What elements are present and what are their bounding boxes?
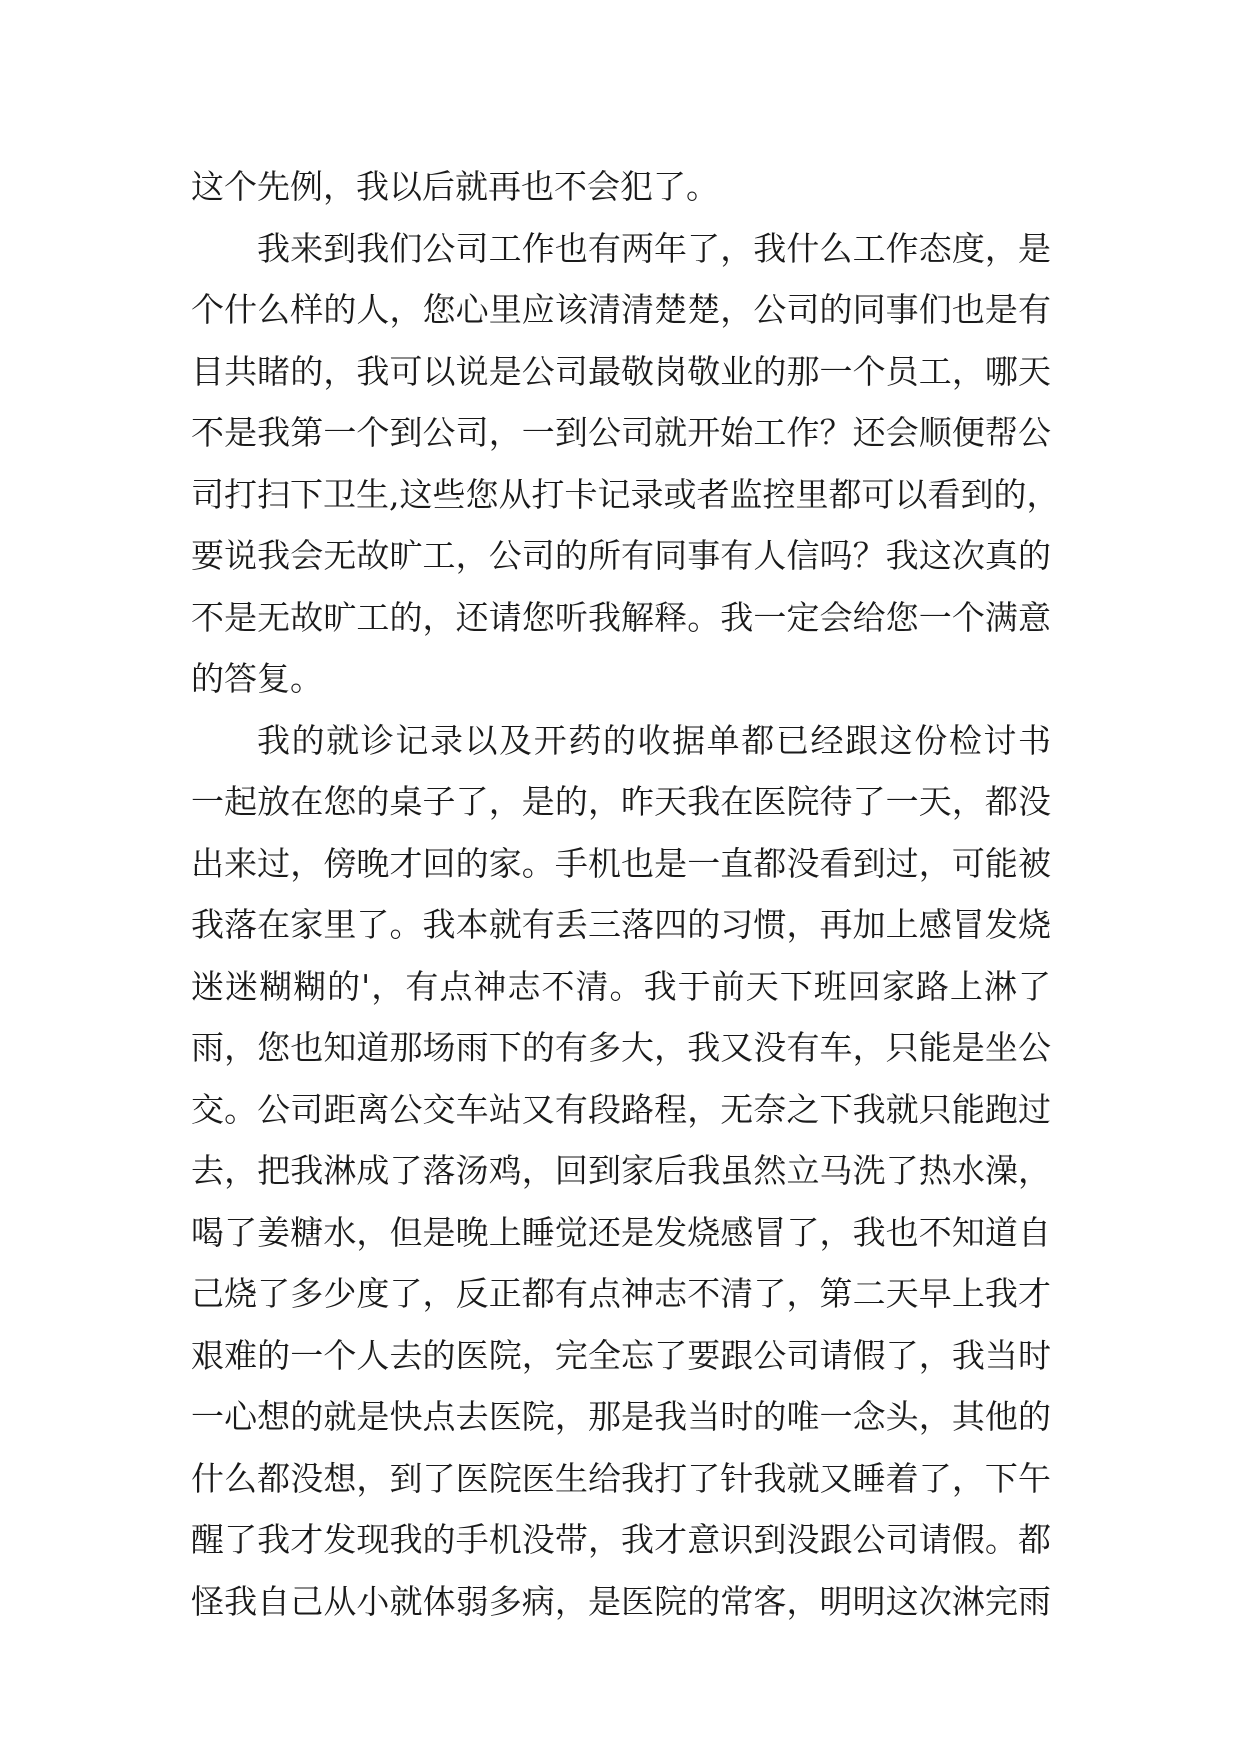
text-line: 什么都没想，到了医院医生给我打了针我就又睡着了，下午	[191, 1458, 1051, 1498]
text-line: 雨，您也知道那场雨下的有多大，我又没有车，只能是坐公	[191, 1028, 1051, 1067]
text-line: 怪我自己从小就体弱多病，是医院的常客，明明这次淋完雨	[191, 1581, 1051, 1621]
text-line: 司打扫下卫生,这些您从打卡记录或者监控里都可以看到的，	[191, 474, 1060, 514]
text-line: 这个先例，我以后就再也不会犯了。	[191, 167, 719, 206]
text-line: 去，把我淋成了落汤鸡，回到家后我虽然立马洗了热水澡，	[191, 1151, 1051, 1190]
text-line: 交。公司距离公交车站又有段路程，无奈之下我就只能跑过	[191, 1089, 1051, 1129]
text-line: 一心想的就是快点去医院，那是我当时的唯一念头，其他的	[191, 1397, 1051, 1436]
text-line: 的答复。	[191, 659, 323, 698]
text-line: 我的就诊记录以及开药的收据单都已经跟这份检讨书	[257, 720, 1051, 760]
text-line: 个什么样的人，您心里应该清清楚楚，公司的同事们也是有	[191, 290, 1051, 329]
text-line: 我落在家里了。我本就有丢三落四的习惯，再加上感冒发烧	[191, 905, 1051, 944]
document-body	[191, 156, 1060, 1632]
text-line: 己烧了多少度了，反正都有点神志不清了，第二天早上我才	[191, 1274, 1051, 1313]
text-line: 迷迷糊糊的'，有点神志不清。我于前天下班回家路上淋了	[191, 966, 1051, 1006]
paragraph-work-attitude	[191, 218, 1060, 710]
text-line: 目共睹的，我可以说是公司最敬岗敬业的那一个员工，哪天	[191, 351, 1051, 391]
paragraph-hospital-explanation	[191, 710, 1051, 1633]
text-line: 一起放在您的桌子了，是的，昨天我在医院待了一天，都没	[191, 782, 1051, 821]
text-line: 醒了我才发现我的手机没带，我才意识到没跟公司请假。都	[191, 1520, 1051, 1559]
text-line: 要说我会无故旷工，公司的所有同事有人信吗？我这次真的	[191, 536, 1051, 575]
paragraph-continuation	[191, 156, 1051, 218]
text-line: 不是我第一个到公司，一到公司就开始工作？还会顺便帮公	[191, 413, 1051, 452]
text-line: 不是无故旷工的，还请您听我解释。我一定会给您一个满意	[191, 597, 1051, 637]
text-line: 艰难的一个人去的医院，完全忘了要跟公司请假了，我当时	[191, 1335, 1051, 1375]
text-line: 出来过，傍晚才回的家。手机也是一直都没看到过，可能被	[191, 843, 1051, 883]
text-line: 喝了姜糖水，但是晚上睡觉还是发烧感冒了，我也不知道自	[191, 1212, 1051, 1252]
text-line: 我来到我们公司工作也有两年了，我什么工作态度，是	[257, 228, 1051, 268]
